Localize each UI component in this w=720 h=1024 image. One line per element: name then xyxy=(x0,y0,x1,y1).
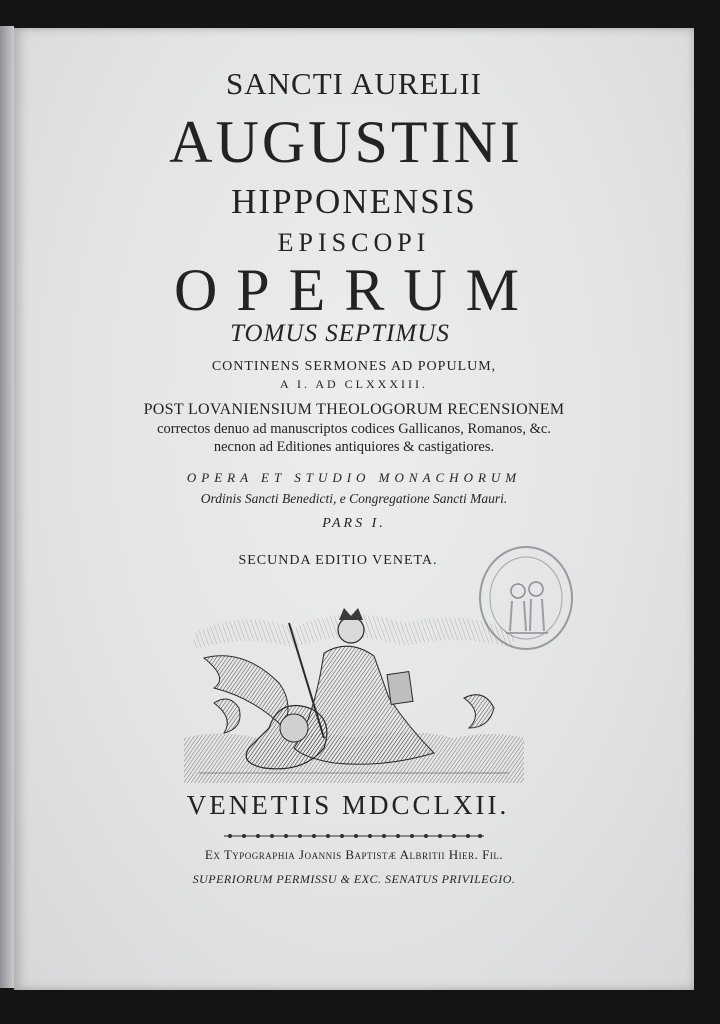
editors-line-2: Ordinis Sancti Benedicti, e Congregatione Sancti Mauri. xyxy=(200,491,508,506)
edition-statement: SECUNDA EDITIO VENETA. xyxy=(238,553,438,568)
contents-line-1: CONTINENS SERMONES AD POPULUM, xyxy=(211,359,497,374)
ornamental-rule xyxy=(224,831,484,841)
author-line-4: EPISCOPI xyxy=(277,228,431,257)
author-line-1: SANCTI AURELII xyxy=(226,66,482,101)
author-line-3: HIPPONENSIS xyxy=(231,182,477,221)
editors-line-1: OPERA ET STUDIO MONACHORUM xyxy=(186,470,522,485)
work-title: OPERUM xyxy=(173,257,539,323)
privilege-line: SUPERIORUM PERMISSU & EXC. SENATUS PRIVILEGIO. xyxy=(192,872,516,886)
part-number: PARS I. xyxy=(322,516,386,531)
recension-line-2: correctos denuo ad manuscriptos codices Gallicanos, Romanos, &c. xyxy=(157,421,551,437)
printer-line: Ex Typographia Joannis Baptistæ Albritii Hier. Fil. xyxy=(204,847,504,862)
recension-line-3: necnon ad Editiones antiquiores & castigatiores. xyxy=(213,439,495,455)
contents-line-2: A I. AD CLXXXIII. xyxy=(280,377,428,391)
title-page xyxy=(14,28,694,990)
printers-device-engraving xyxy=(184,578,524,783)
author-line-2: AUGUSTINI xyxy=(169,109,523,175)
recension-line-1: POST LOVANIENSIUM THEOLOGORUM RECENSIONEM xyxy=(143,401,565,418)
volume-title: TOMUS SEPTIMUS xyxy=(230,320,450,347)
imprint-place-date: VENETIIS MDCCLXII. xyxy=(186,790,510,820)
